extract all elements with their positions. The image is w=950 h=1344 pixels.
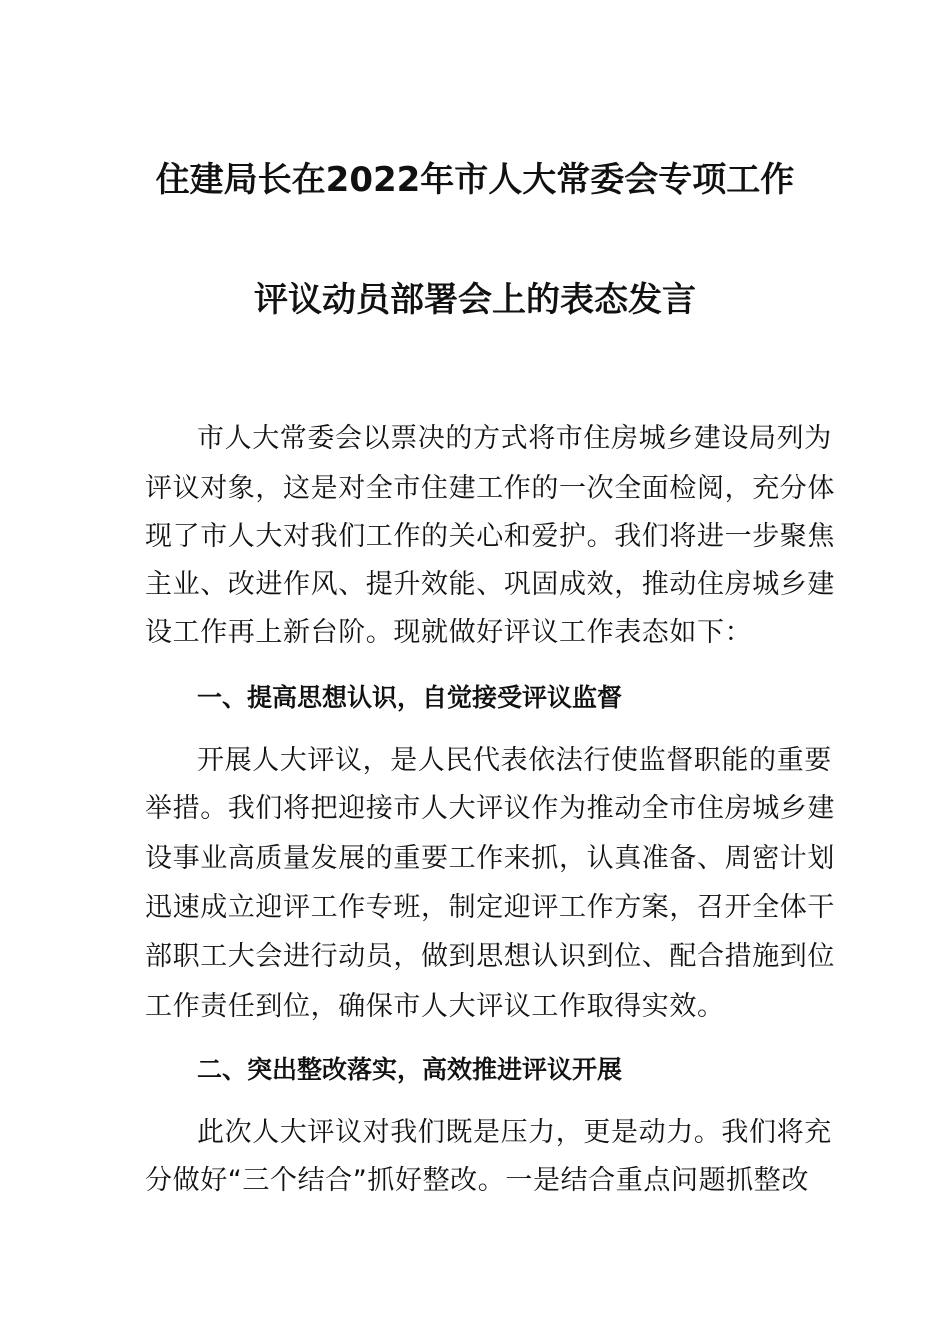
paragraph-1-line: 设工作再上新台阶。现就做好评议工作表态如下： [145, 617, 753, 648]
paragraph-3-line: 此次人大评议对我们既是压力，更是动力。我们将充 [197, 1117, 832, 1148]
document-title-line-1: 住建局长在2022年市人大常委会专项工作 [155, 160, 795, 200]
paragraph-1-line: 现了市人大对我们工作的关心和爱护。我们将进一步聚焦 [145, 521, 835, 552]
document-title-line-2: 评议动员部署会上的表态发言 [254, 280, 696, 320]
paragraph-2-line: 工作责任到位，确保市人大评议工作取得实效。 [145, 991, 725, 1022]
paragraph-2-line: 举措。我们将把迎接市人大评议作为推动全市住房城乡建 [145, 793, 835, 824]
section-heading-2: 二、突出整改落实，高效推进评议开展 [197, 1055, 623, 1084]
paragraph-1-line: 评议对象，这是对全市住建工作的一次全面检阅，充分体 [145, 473, 835, 504]
paragraph-2-line: 开展人大评议，是人民代表依法行使监督职能的重要 [197, 745, 832, 776]
paragraph-2-line: 部职工大会进行动员，做到思想认识到位、配合措施到位 [145, 941, 835, 972]
paragraph-3-line: 分做好“三个结合”抓好整改。一是结合重点问题抓整改 [145, 1165, 809, 1196]
section-heading-1: 一、提高思想认识，自觉接受评议监督 [197, 683, 623, 712]
paragraph-1-line: 市人大常委会以票决的方式将市住房城乡建设局列为 [197, 423, 832, 454]
paragraph-1-line: 主业、改进作风、提升效能、巩固成效，推动住房城乡建 [145, 569, 835, 600]
paragraph-2-line: 设事业高质量发展的重要工作来抓，认真准备、周密计划 [145, 843, 835, 874]
paragraph-2-line: 迅速成立迎评工作专班，制定迎评工作方案，召开全体干 [145, 892, 835, 923]
